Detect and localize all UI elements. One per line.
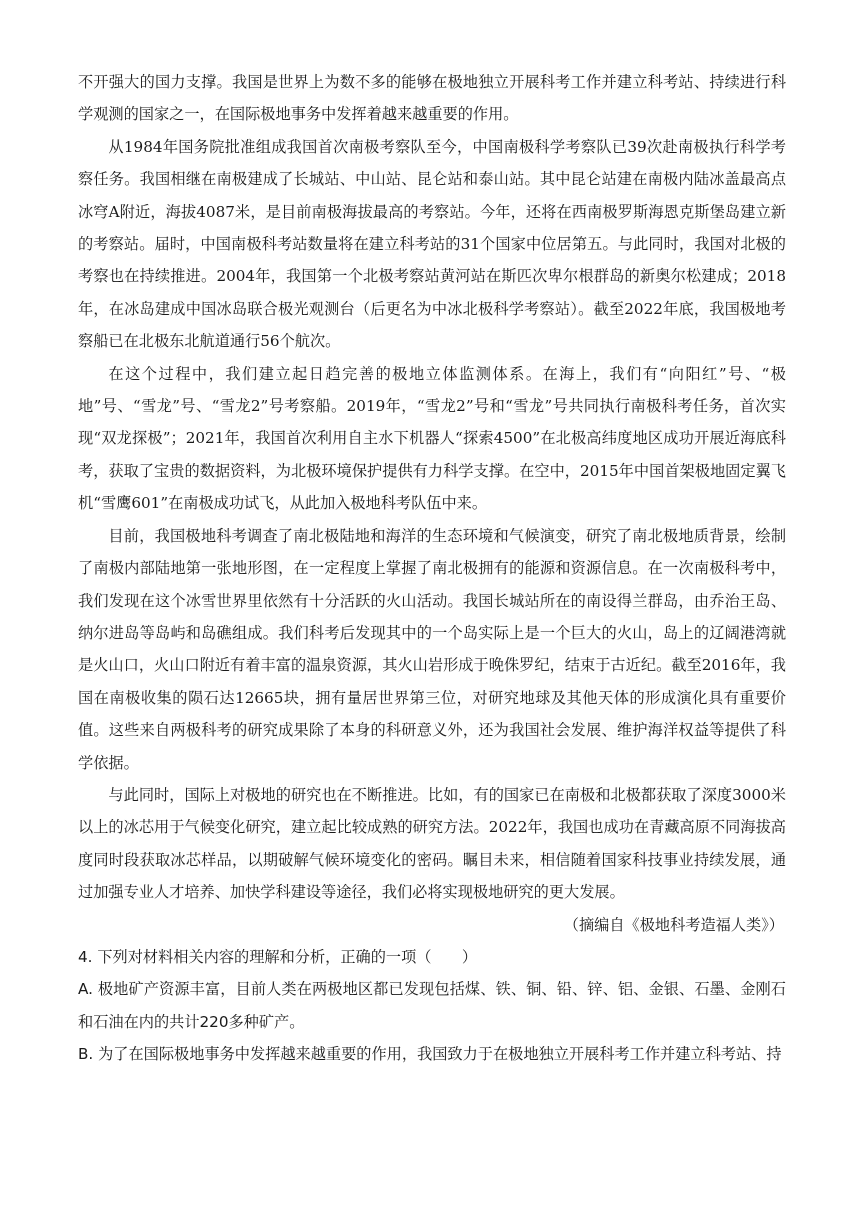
passage-paragraph-antarctic-stations: 从1984年国务院批准组成我国首次南极考察队至今，中国南极科学考察队已39次赴南极执行科学考察任务。我国相继在南极建成了长城站、中山站、昆仑站和泰山站。其中昆仑站建在南极内陆冰盖最高点冰穹A附近，海拔4087米，是目前南极海拔最高的考察站。今年，还将在西南极罗斯海恩克斯堡岛建立新的考察站。届时，中国南极科考站数量将在建立科考站的31个国家中位居第五。与此同时，我国对北极的考察也在持续推进。2004年，我国第一个北极考察站黄河站在斯匹次卑尔根群岛的新奥尔松建成；2018年，在冰岛建成中国冰岛联合极光观测台（后更名为中冰北极科学考察站）。截至2022年底，我国极地考察船已在北极东北航道通行56个航次。 (78, 137, 786, 351)
document-page (78, 66, 786, 1071)
question-option-a: A. 极地矿产资源丰富，目前人类在两极地区都已发现包括煤、铁、铜、铅、锌、铝、金银、石墨、金刚石和石油在内的共计220多种矿产。 (78, 980, 786, 1031)
passage-paragraph-continued: 不开强大的国力支撑。我国是世界上为数不多的能够在极地独立开展科考工作并建立科考站、持续进行科学观测的国家之一，在国际极地事务中发挥着越来越重要的作用。 (78, 73, 786, 124)
passage-paragraph-international-research: 与此同时，国际上对极地的研究也在不断推进。比如，有的国家已在南极和北极都获取了深度3000米以上的冰芯用于气候变化研究，建立起比较成熟的研究方法。2022年，我国也成功在青藏高原不同海拔高度同时段获取冰芯样品，以期破解气候环境变化的密码。瞩目未来，相信随着国家科技事业持续发展，通过加强专业人才培养、加快学科建设等途径，我们必将实现极地研究的更大发展。 (78, 785, 786, 902)
passage-source: （摘编自《极地科考造福人类》） (563, 915, 784, 934)
passage-paragraph-research-results: 目前，我国极地科考调查了南北极陆地和海洋的生态环境和气候演变，研究了南北极地质背景，绘制了南极内部陆地第一张地形图，在一定程度上掌握了南北极拥有的能源和资源信息。在一次南极科考中，我们发现在这个冰雪世界里依然有十分活跃的火山活动。我国长城站所在的南设得兰群岛，由乔治王岛、纳尔进岛等岛屿和岛礁组成。我们科考后发现其中的一个岛实际上是一个巨大的火山，岛上的辽阔港湾就是火山口，火山口附近有着丰富的温泉资源，其火山岩形成于晚侏罗纪，结束于古近纪。截至2016年，我国在南极收集的陨石达12665块，拥有量居世界第三位，对研究地球及其他天体的形成演化具有重要价值。这些来自两极科考的研究成果除了本身的科研意义外，还为我国社会发展、维护海洋权益等提供了科学依据。 (78, 526, 786, 772)
passage-paragraph-monitoring-system: 在这个过程中，我们建立起日趋完善的极地立体监测体系。在海上，我们有“向阳红”号、“极地”号、“雪龙”号、“雪龙2”号考察船。2019年，“雪龙2”号和“雪龙”号共同执行南极科考任务，首次实现“双龙探极”；2021年，我国首次利用自主水下机器人“探索4500”在北极高纬度地区成功开展近海底科考，获取了宝贵的数据资料，为北极环境保护提供有力科学支撑。在空中，2015年中国首架极地固定翼飞机“雪鹰601”在南极成功试飞，从此加入极地科考队伍中来。 (78, 364, 786, 513)
question-stem: 4. 下列对材料相关内容的理解和分析，正确的一项（ ） (78, 947, 478, 966)
question-option-b: B. 为了在国际极地事务中发挥越来越重要的作用，我国致力于在极地独立开展科考工作并建立科考站、持 (78, 1045, 782, 1064)
